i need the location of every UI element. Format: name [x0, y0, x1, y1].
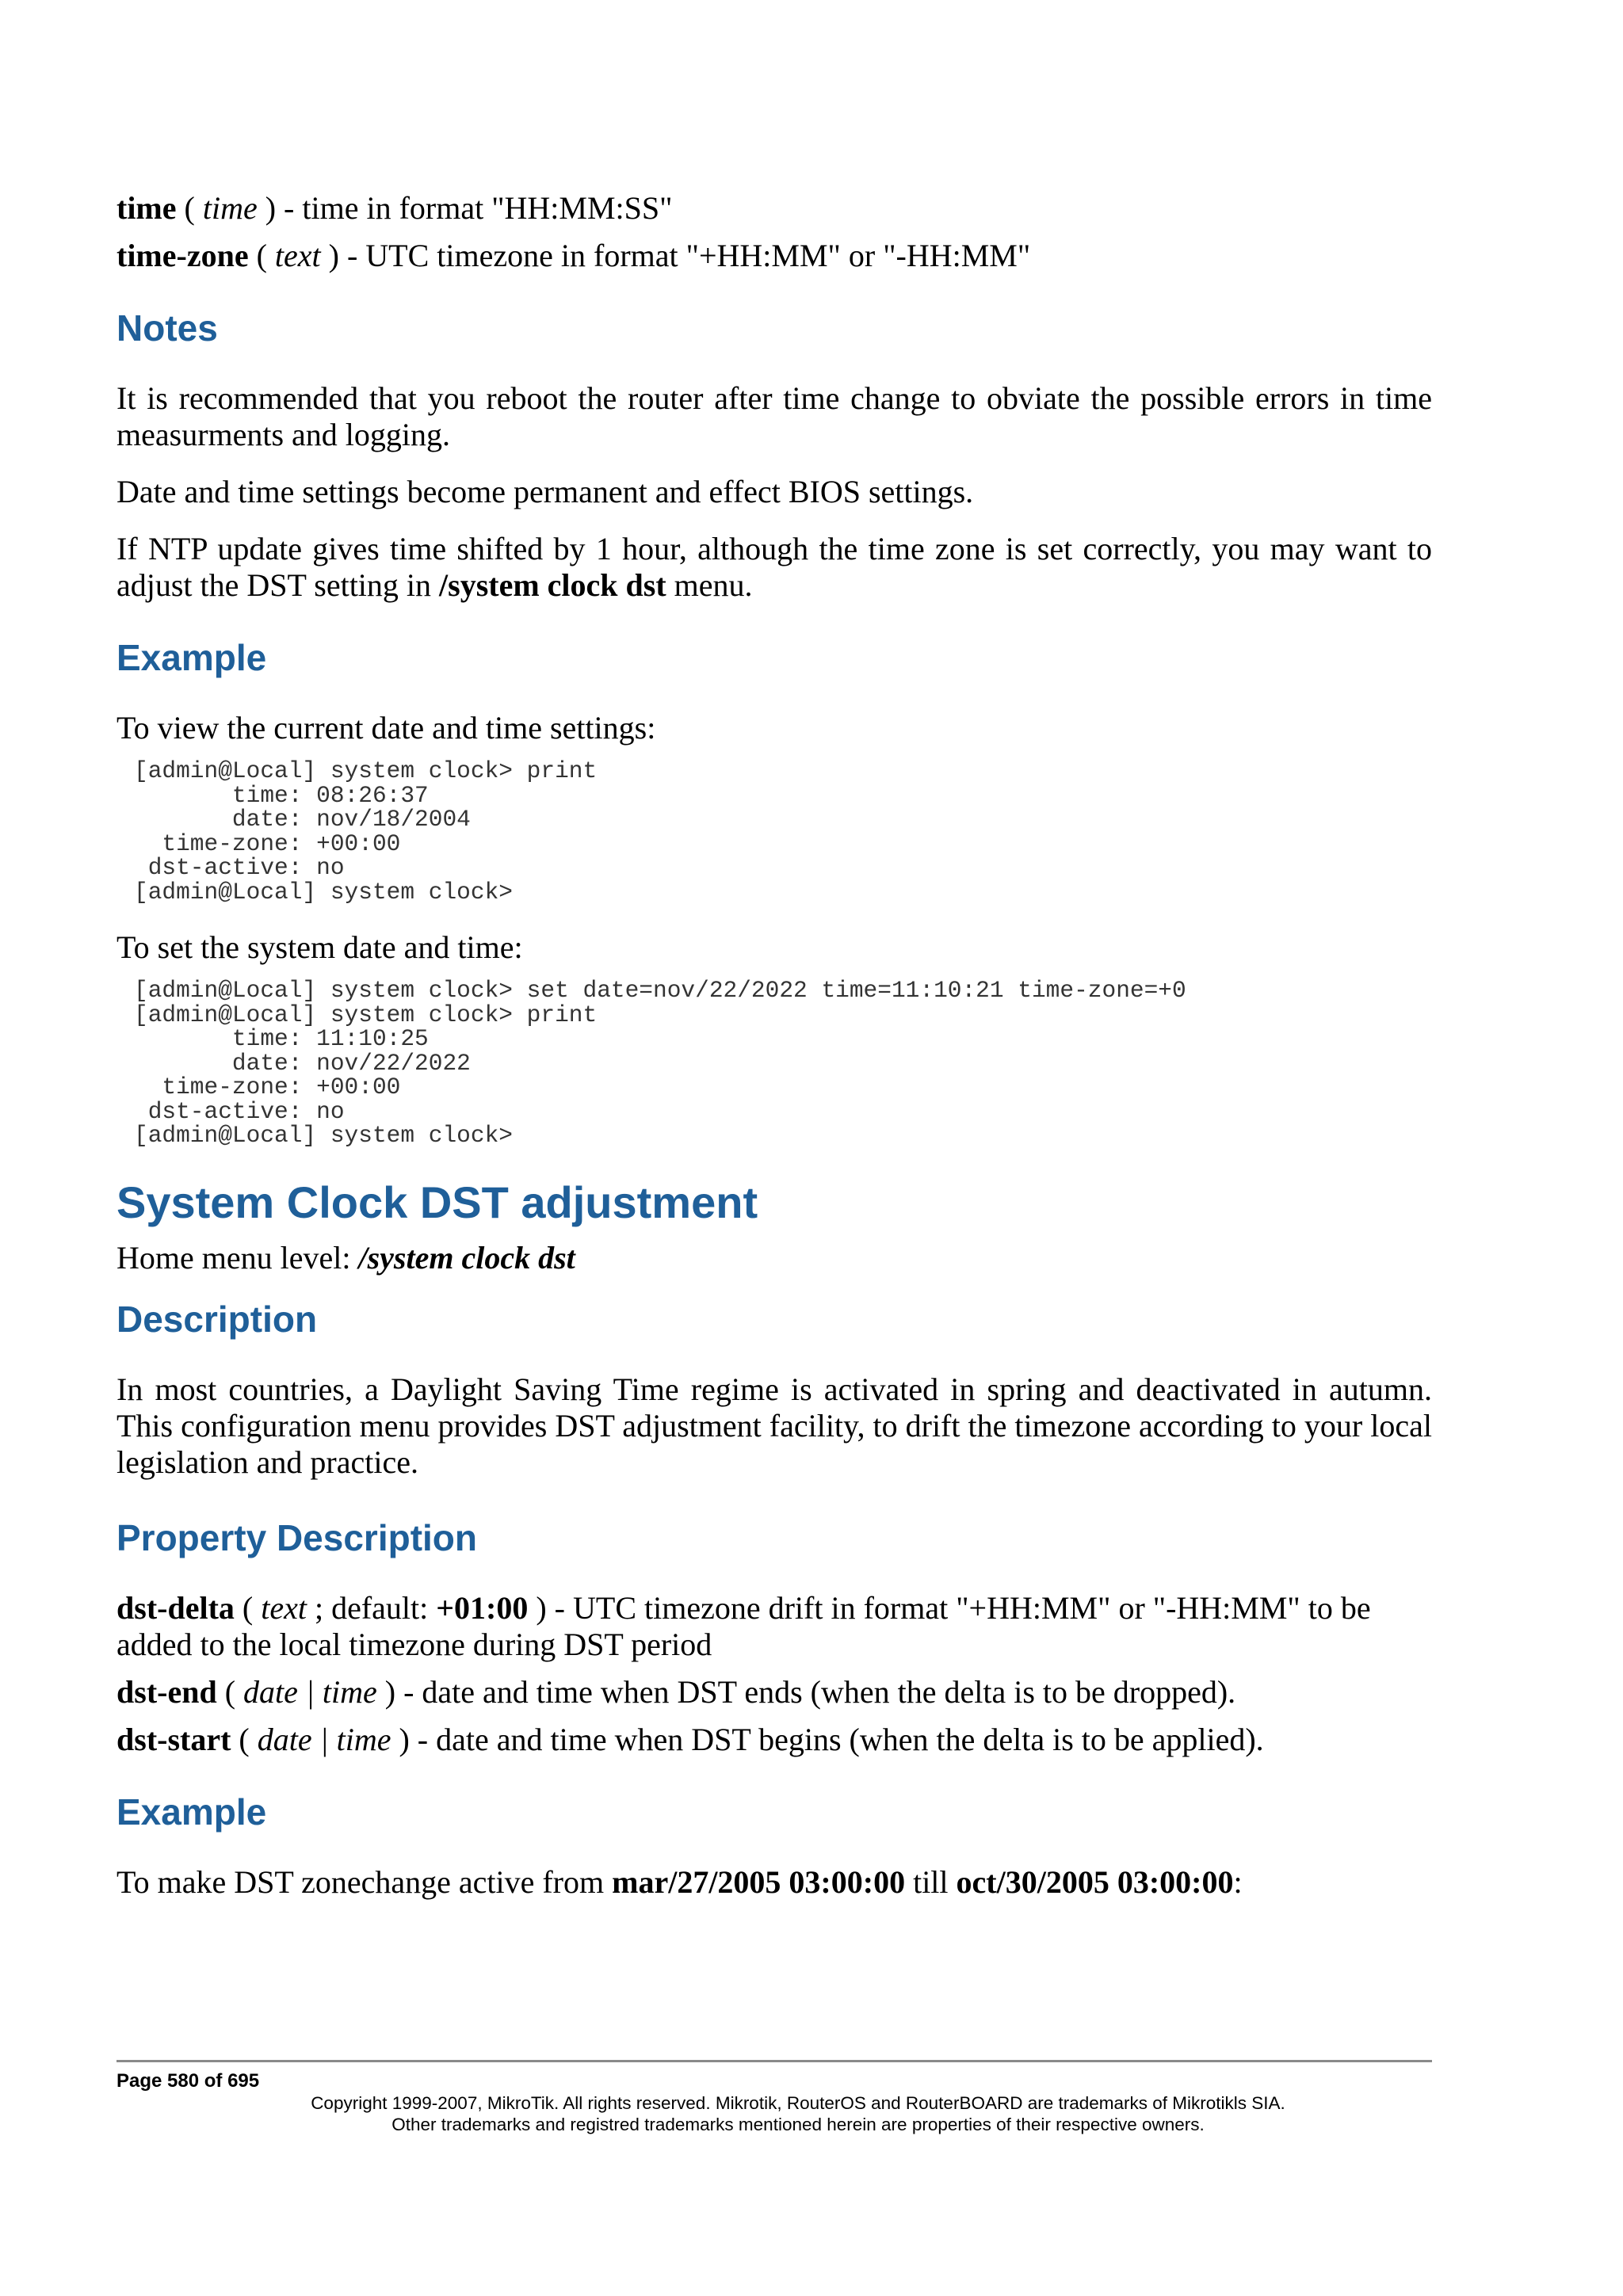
notes-text: menu.: [666, 567, 753, 603]
property-name: time: [116, 190, 177, 226]
property-description-heading: Property Description: [116, 1516, 477, 1558]
property-desc: ) - date and time when DST begins (when the delta is to be applied).: [391, 1721, 1264, 1757]
copyright-line-1: Copyright 1999-2007, MikroTik. All rights reserved. Mikrotik, RouterOS and RouterBOARD are trademarks of Mikrotikls SIA.: [311, 2093, 1285, 2113]
property-time: time ( time ) - time in format "HH:MM:SS": [116, 190, 673, 226]
dst-example-text: [116, 1864, 1432, 1901]
property-dst-delta: dst-delta ( text ; default: +01:00 ) - UTC timezone drift in format "+HH:MM" or "-HH:MM" to be added to the local timezone during DST period: [116, 1589, 1371, 1662]
notes-paragraph-1: It is recommended that you reboot the router after time change to obviate the possible errors in time measurments and logging.: [116, 380, 1432, 452]
property-desc: ) - time in format "HH:MM:SS": [257, 190, 673, 226]
property-dst-start: dst-start ( date | time ) - date and time when DST begins (when the delta is to be applied).: [116, 1721, 1264, 1757]
default-label: ; default:: [306, 1589, 437, 1626]
property-desc: ) - UTC timezone in format "+HH:MM" or "-HH:MM": [320, 238, 1031, 273]
page-number: Page 580 of 695: [116, 2070, 260, 2092]
menu-path: /system clock dst: [439, 567, 666, 603]
example-heading: Example: [116, 637, 267, 678]
property-name: dst-delta: [116, 1589, 235, 1626]
example-text: To make DST zonechange active from: [116, 1863, 613, 1900]
property-type: text: [261, 1589, 307, 1626]
page-content: [116, 190, 1432, 1901]
dst-to-datetime: oct/30/2005 03:00:00: [956, 1863, 1234, 1900]
property-type: text: [274, 238, 321, 273]
property-type: time: [202, 190, 258, 226]
description-heading: Description: [116, 1298, 318, 1340]
dst-example-heading: Example: [116, 1791, 267, 1833]
code-block-set: [admin@Local] system clock> set date=nov/22/2022 time=11:10:21 time-zone=+0 [admin@Local] system clock> print time: 11:10:25 date: nov/22/2022 time-zone: +00:00 dst-active: no [admin@Local] system clock>: [134, 977, 1186, 1149]
notes-heading: Notes: [116, 307, 218, 349]
description-text: In most countries, a Daylight Saving Time regime is activated in spring and deactivated in autumn. This configuration menu provides DST adjustment facility, to drift the timezone according to your local legislation and practice.: [116, 1371, 1432, 1480]
property-time-zone: time-zone ( text ) - UTC timezone in format "+HH:MM" or "-HH:MM": [116, 238, 1031, 273]
property-name: time-zone: [116, 238, 249, 273]
footer-divider: [116, 2060, 1432, 2062]
notes-paragraph-2: Date and time settings become permanent and effect BIOS settings.: [116, 474, 974, 509]
notes-text: If NTP update gives time shifted by 1 hour, although the time zone is set correctly, you may want to adjust the DST setting in: [116, 531, 1432, 603]
property-type: date | time: [257, 1721, 391, 1757]
example-text: till: [905, 1863, 957, 1900]
code-block-view: [admin@Local] system clock> print time: 08:26:37 date: nov/18/2004 time-zone: +00:00 dst-active: no [admin@Local] system clock>: [134, 757, 598, 906]
notes-paragraph-3: [116, 531, 1432, 604]
home-menu-level: [116, 1240, 1432, 1276]
page-footer: [116, 2060, 1432, 2135]
property-name: dst-end: [116, 1673, 217, 1710]
property-dst-end: dst-end ( date | time ) - date and time when DST ends (when the delta is to be dropped).: [116, 1673, 1236, 1710]
home-menu-label: Home menu level:: [116, 1239, 359, 1276]
property-desc: ) - date and time when DST ends (when the delta is to be dropped).: [376, 1673, 1236, 1710]
default-value: +01:00: [436, 1589, 529, 1626]
example-intro-view: To view the current date and time settings:: [116, 710, 656, 746]
section-title: System Clock DST adjustment: [116, 1177, 758, 1227]
copyright-line-2: Other trademarks and registred trademarks mentioned herein are properties of their respective owners.: [391, 2115, 1205, 2134]
property-name: dst-start: [116, 1721, 231, 1757]
example-text: :: [1233, 1863, 1243, 1900]
home-menu-path: /system clock dst: [358, 1239, 575, 1276]
property-desc: ) - UTC timezone drift in format "+HH:MM" or "-HH:MM" to be added to the local timezone during DST period: [116, 1589, 1371, 1662]
example-intro-set: To set the system date and time:: [116, 929, 523, 965]
dst-from-datetime: mar/27/2005 03:00:00: [612, 1863, 906, 1900]
property-type: date | time: [243, 1673, 377, 1710]
